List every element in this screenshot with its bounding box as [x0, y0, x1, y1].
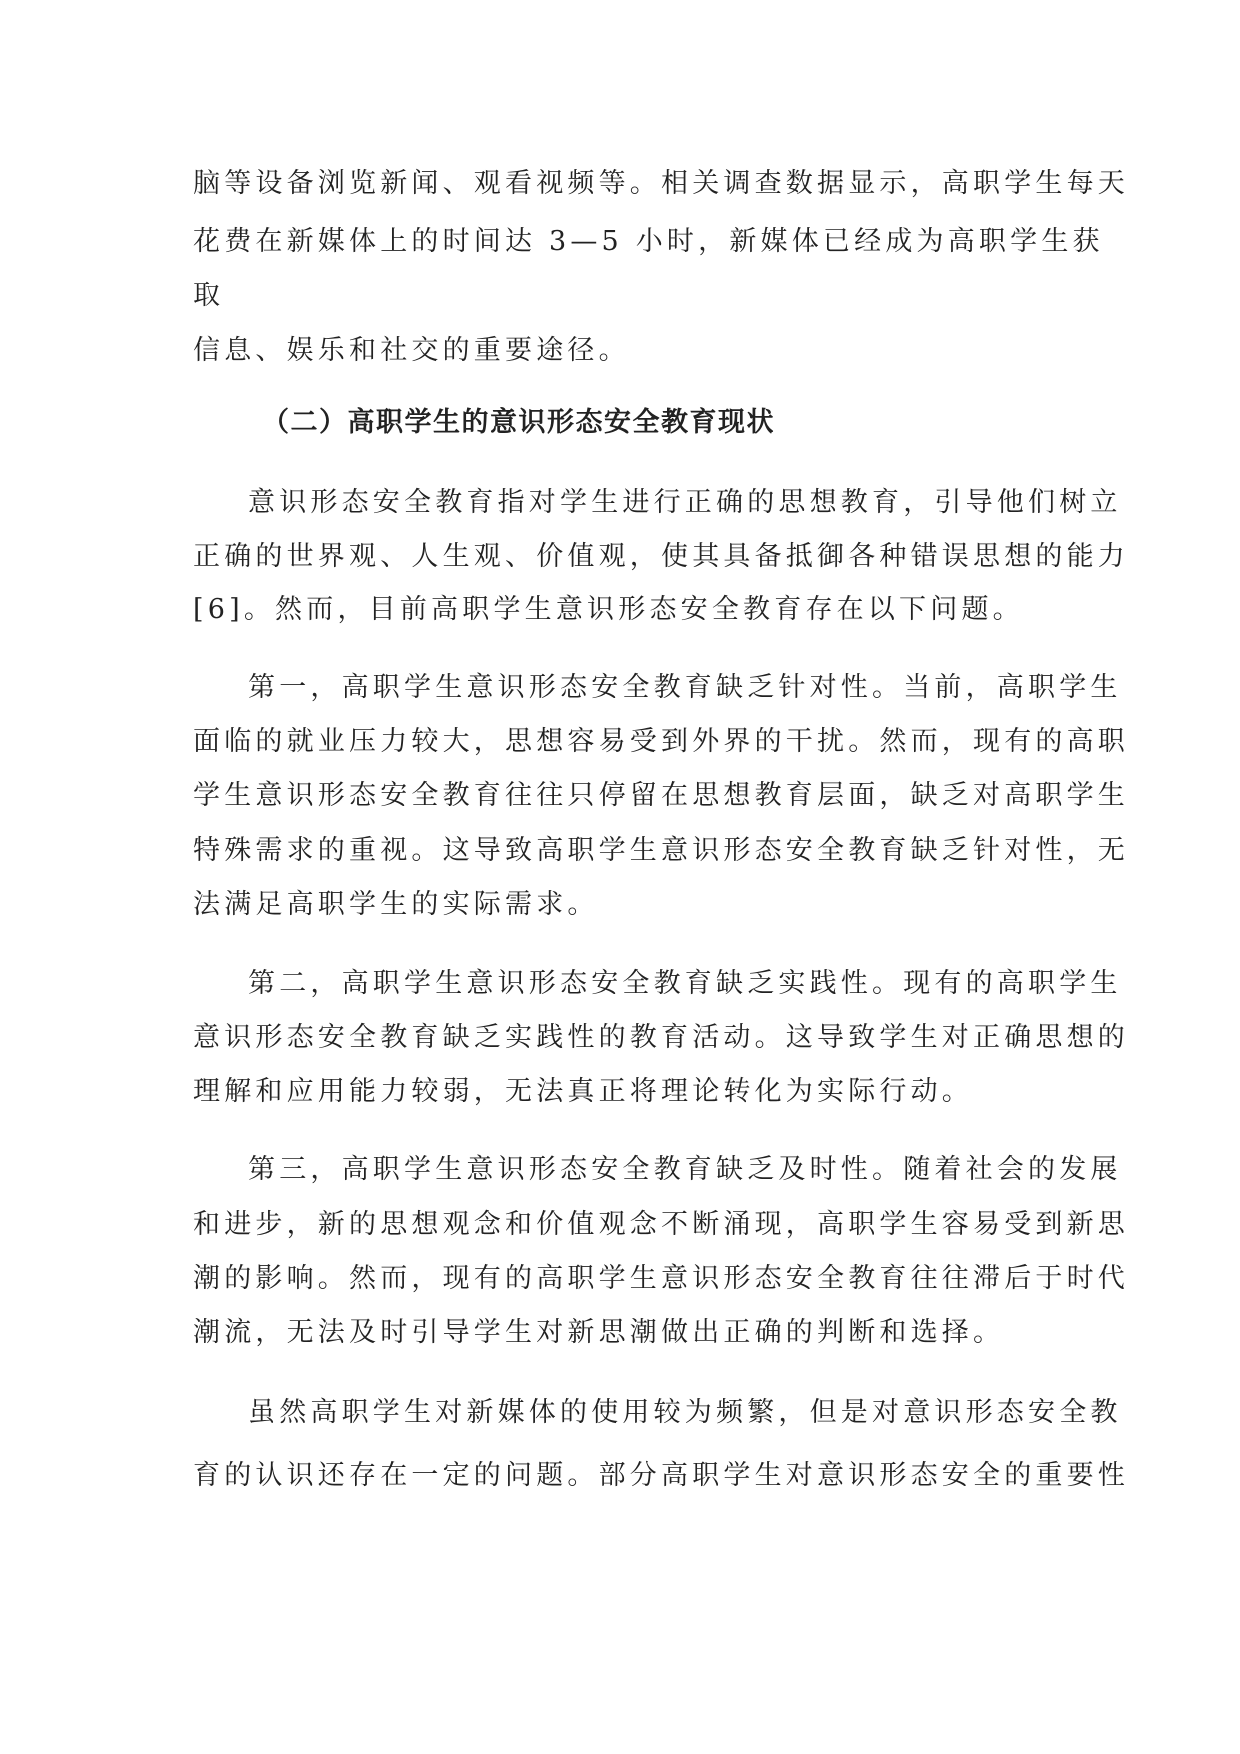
paragraph-line: 信息、娱乐和社交的重要途径。 — [193, 335, 630, 366]
paragraph-line: 意识形态安全教育指对学生进行正确的思想教育，引导他们树立 — [248, 487, 1122, 518]
paragraph-line: 特殊需求的重视。这导致高职学生意识形态安全教育缺乏针对性，无 — [193, 835, 1129, 866]
paragraph-line: 面临的就业压力较大，思想容易受到外界的干扰。然而，现有的高职 — [193, 726, 1129, 757]
section-heading: （二）高职学生的意识形态安全教育现状 — [262, 407, 775, 438]
paragraph-line: 第三，高职学生意识形态安全教育缺乏及时性。随着社会的发展 — [248, 1154, 1122, 1185]
paragraph-line: 正确的世界观、人生观、价值观，使其具备抵御各种错误思想的能力 — [193, 541, 1129, 572]
paragraph-line: [6]。然而，目前高职学生意识形态安全教育存在以下问题。 — [193, 594, 1024, 625]
paragraph-line: 意识形态安全教育缺乏实践性的教育活动。这导致学生对正确思想的 — [193, 1022, 1129, 1053]
paragraph-line: 法满足高职学生的实际需求。 — [193, 889, 599, 920]
paragraph-line: 和进步，新的思想观念和价值观念不断涌现，高职学生容易受到新思 — [193, 1209, 1129, 1240]
paragraph-line: 潮的影响。然而，现有的高职学生意识形态安全教育往往滞后于时代 — [193, 1263, 1129, 1294]
paragraph-line: 取 — [193, 280, 225, 311]
paragraph-line: 虽然高职学生对新媒体的使用较为频繁，但是对意识形态安全教 — [248, 1397, 1122, 1428]
paragraph-line: 第二，高职学生意识形态安全教育缺乏实践性。现有的高职学生 — [248, 968, 1122, 999]
paragraph-line: 潮流，无法及时引导学生对新思潮做出正确的判断和选择。 — [193, 1317, 1005, 1348]
paragraph-line: 育的认识还存在一定的问题。部分高职学生对意识形态安全的重要性 — [193, 1460, 1129, 1491]
paragraph-line: 花费在新媒体上的时间达 3—5 小时，新媒体已经成为高职学生获 — [193, 226, 1104, 257]
paragraph-line: 学生意识形态安全教育往往只停留在思想教育层面，缺乏对高职学生 — [193, 780, 1129, 811]
paragraph-line: 理解和应用能力较弱，无法真正将理论转化为实际行动。 — [193, 1076, 973, 1107]
paragraph-line: 第一，高职学生意识形态安全教育缺乏针对性。当前，高职学生 — [248, 672, 1122, 703]
paragraph-line: 脑等设备浏览新闻、观看视频等。相关调查数据显示，高职学生每天 — [193, 168, 1129, 199]
